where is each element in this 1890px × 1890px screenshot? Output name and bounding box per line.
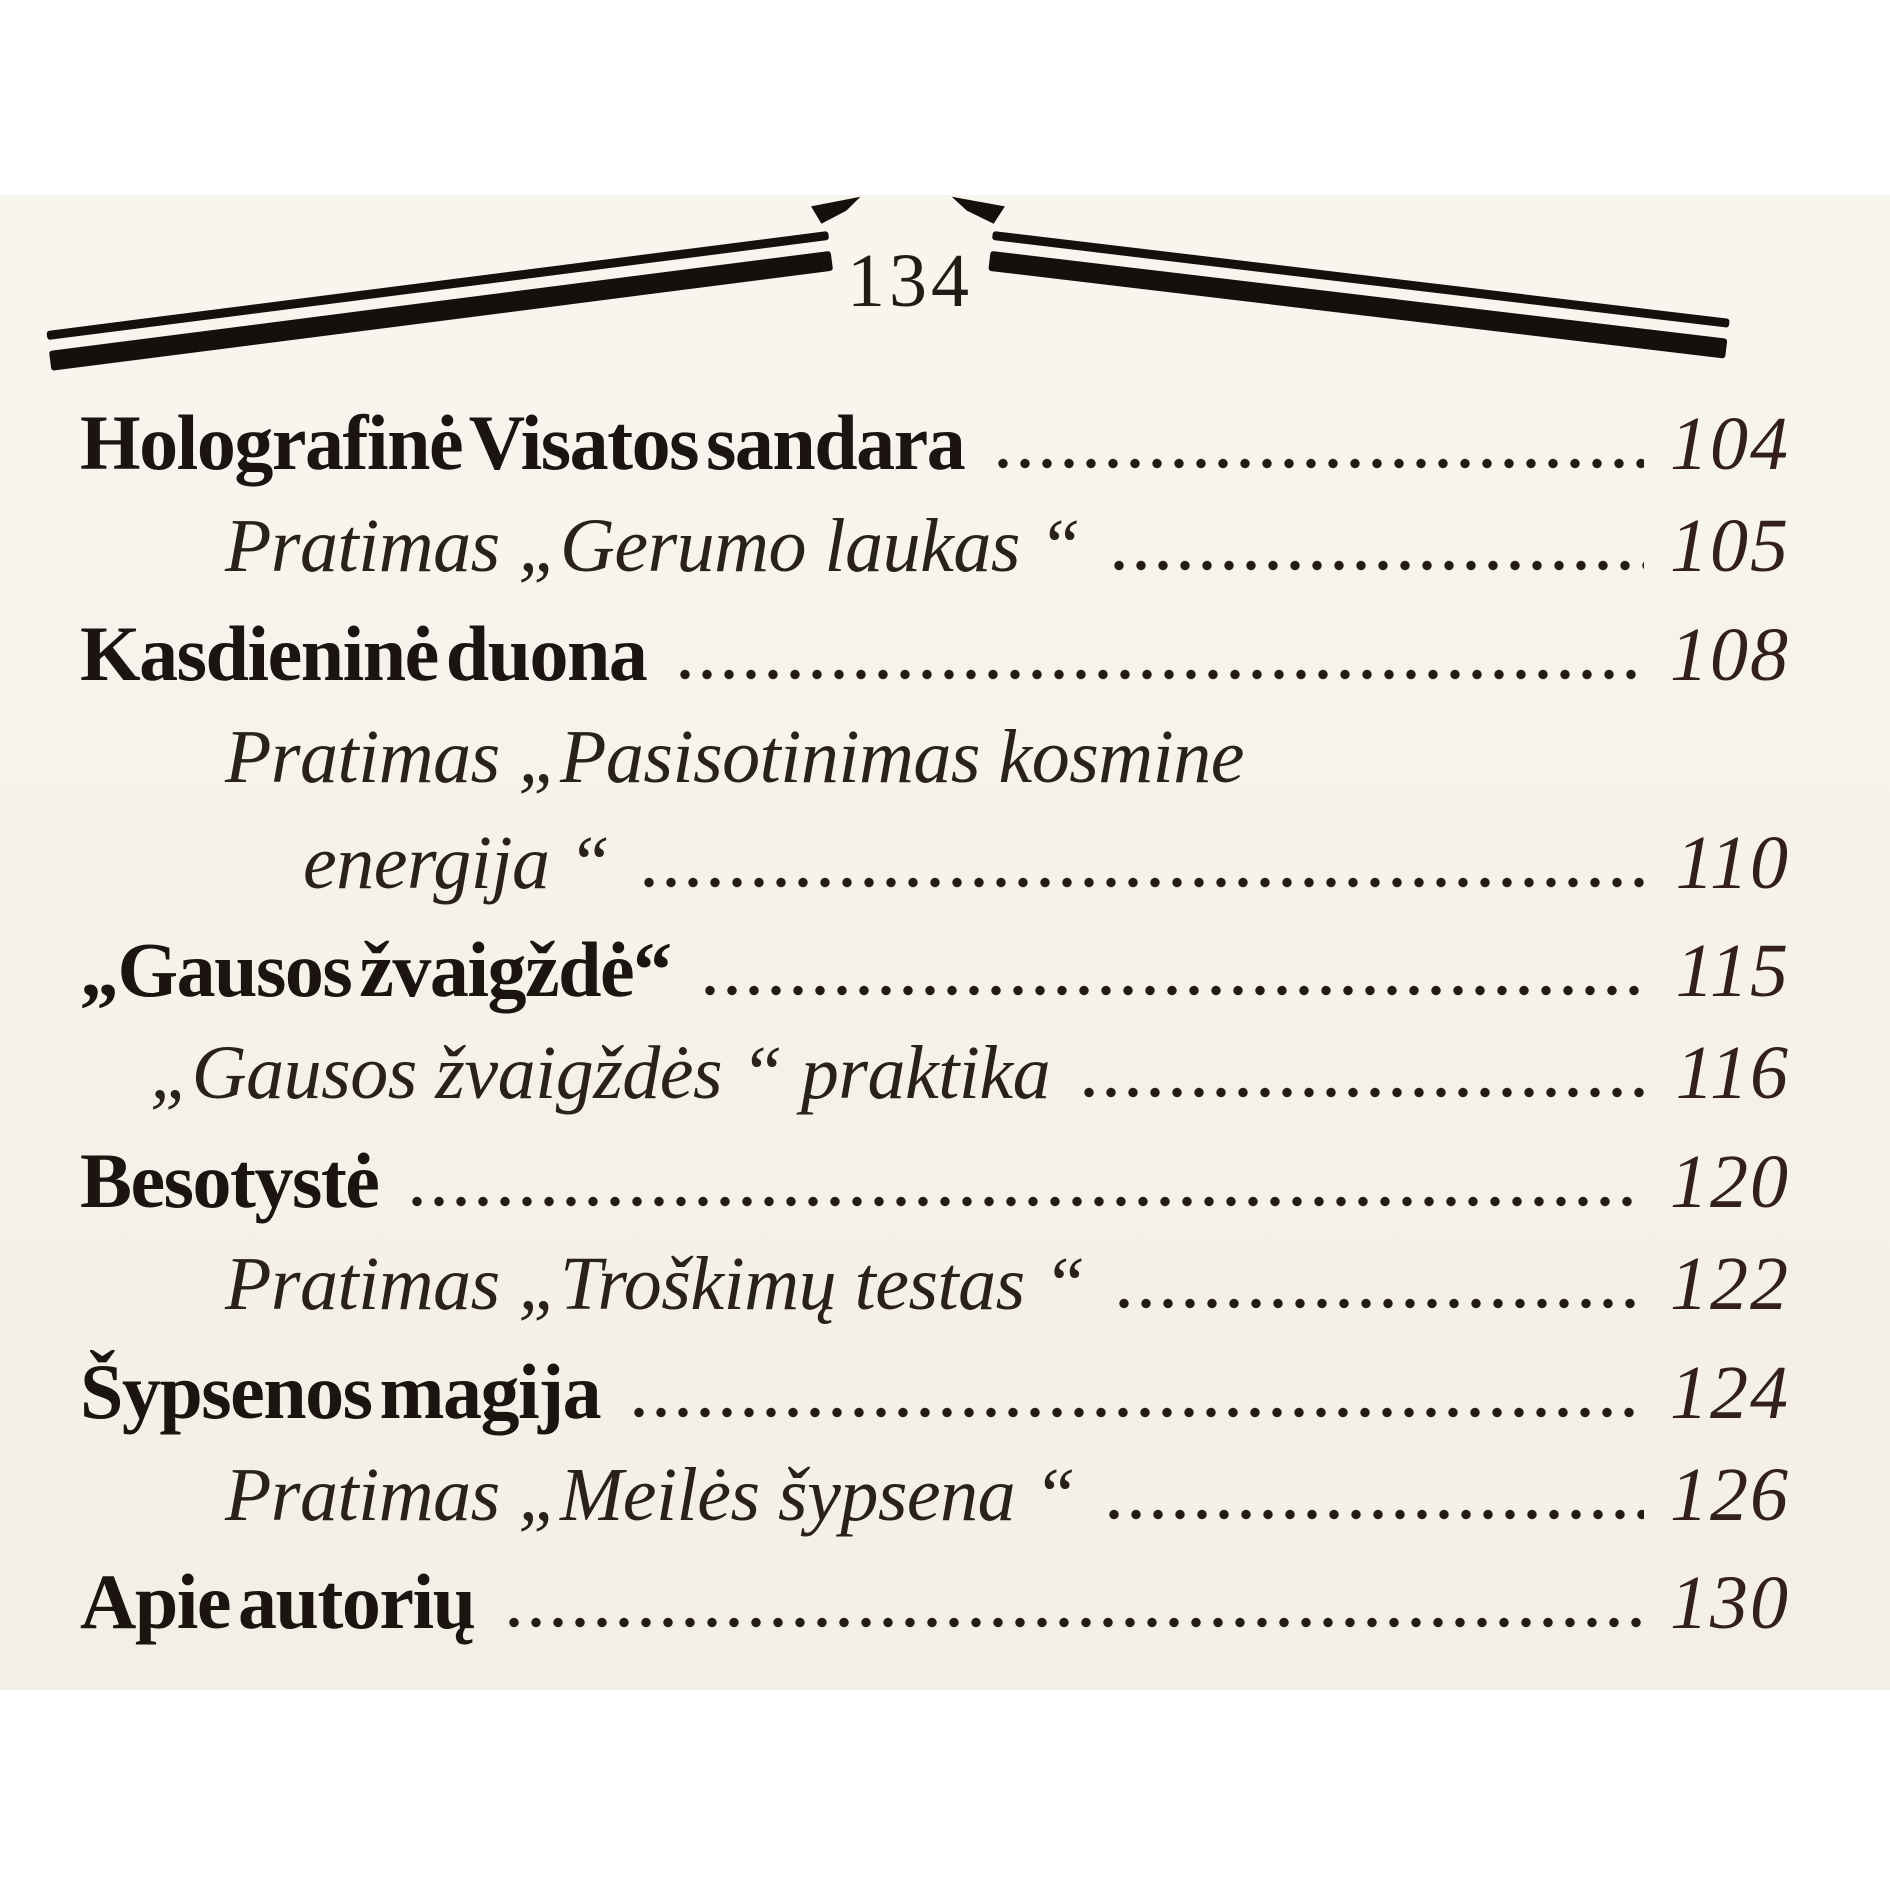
toc-entry-label: Besotystė [80, 1136, 379, 1224]
toc-entry [0, 1347, 1890, 1452]
toc-entry [0, 398, 1890, 503]
toc-entry-label: Pratimas „Troškimų testas “ [225, 1242, 1085, 1327]
toc-entry [0, 820, 1890, 925]
toc-entry [0, 1241, 1890, 1346]
header-double-rule-left [46, 231, 833, 371]
toc-entry-label: Šypsenos magija [80, 1347, 601, 1435]
toc-entry-page-number: 115 [1675, 928, 1790, 1013]
toc-entry-page-number: 126 [1670, 1452, 1790, 1537]
toc-entry [0, 1557, 1890, 1662]
toc-entry [0, 925, 1890, 1030]
toc-entry-label: Pratimas „Gerumo laukas “ [225, 504, 1081, 589]
toc-entry-label: Kasdieninė duona [80, 609, 647, 697]
toc-entry-label: energija “ [303, 820, 610, 905]
header-double-rule-right [988, 231, 1730, 359]
dot-leader [499, 1617, 1644, 1628]
toc-entry [0, 1030, 1890, 1135]
toc-entry-label: Pratimas „Pasisotinimas kosmine [225, 715, 1244, 800]
dot-leader [670, 669, 1644, 680]
dot-leader [695, 985, 1650, 996]
toc-entry-label: Apie autorių [80, 1558, 475, 1646]
dot-leader [634, 877, 1650, 888]
dot-leader [402, 1196, 1644, 1207]
toc-entry [0, 714, 1890, 819]
toc-list [0, 398, 1890, 1663]
toc-entry-page-number: 120 [1670, 1139, 1790, 1224]
toc-entry-page-number: 108 [1670, 612, 1790, 697]
dot-leader [1099, 1509, 1644, 1520]
dot-leader [1109, 1298, 1644, 1309]
toc-entry-page-number: 105 [1670, 504, 1790, 589]
dot-leader [624, 1407, 1644, 1418]
folio-page-number: 134 [847, 239, 973, 323]
ornament-left-ribbon-tip-icon [810, 195, 862, 225]
thick-rule [49, 251, 833, 371]
toc-entry [0, 1136, 1890, 1241]
toc-entry-page-number: 104 [1670, 402, 1790, 486]
toc-entry-label: Pratimas „Meilės šypsena “ [225, 1452, 1076, 1537]
toc-entry-label: „Gausos žvaigždė“ [80, 925, 671, 1013]
dot-leader [1104, 560, 1644, 571]
dot-leader [988, 458, 1644, 469]
toc-entry-label: „Gausos žvaigždės “ praktika [150, 1031, 1051, 1116]
toc-entry-label: Holografinė Visatos sandara [80, 399, 965, 486]
toc-entry [0, 503, 1890, 608]
ornament-right-ribbon-tip-icon [950, 195, 1006, 225]
book-page-paper [0, 195, 1890, 1690]
toc-entry-page-number: 116 [1675, 1031, 1790, 1116]
dot-leader [1074, 1087, 1649, 1098]
toc-entry-page-number: 122 [1670, 1242, 1790, 1327]
toc-entry-page-number: 110 [1675, 820, 1790, 905]
toc-entry [0, 1452, 1890, 1557]
toc-entry-page-number: 124 [1670, 1350, 1790, 1435]
toc-entry-page-number: 130 [1670, 1561, 1790, 1646]
toc-entry [0, 609, 1890, 714]
